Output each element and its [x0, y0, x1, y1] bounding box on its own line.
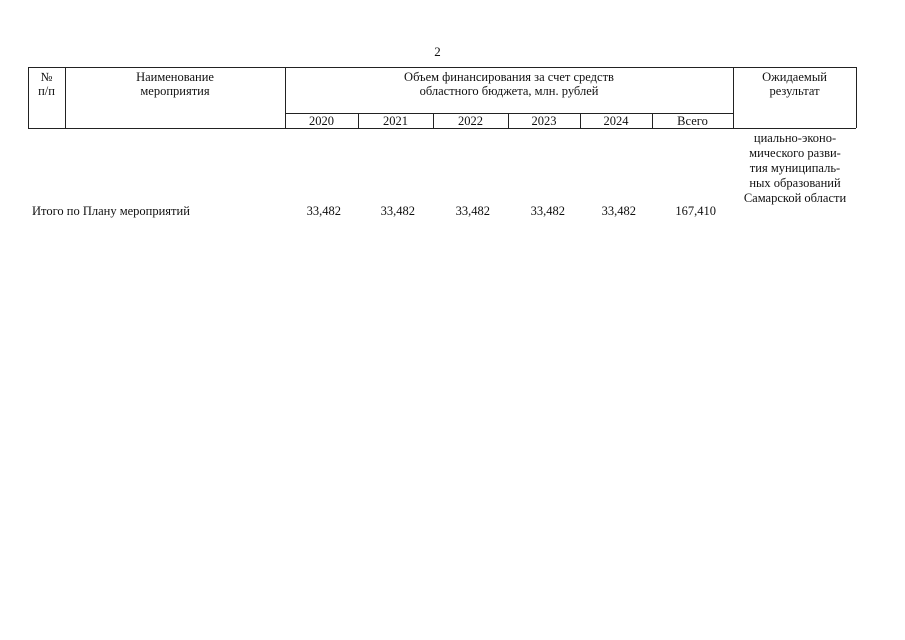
header-top-border: [28, 67, 856, 68]
total-value-2021: 33,482: [380, 204, 415, 218]
col-border-right: [856, 67, 857, 128]
header-result: [733, 70, 856, 98]
header-funding: [285, 70, 733, 98]
header-num-line1: №: [40, 70, 53, 84]
header-name: [65, 70, 285, 98]
header-year-2023: 2023: [531, 114, 557, 128]
header-year-2022: 2022: [458, 114, 483, 128]
header-name-line1: Наименование: [136, 70, 214, 84]
continuation-line: ных образований: [749, 176, 841, 190]
header-funding-line2: областного бюджета, млн. рублей: [419, 84, 599, 98]
header-result-line1: Ожидаемый: [762, 70, 827, 84]
header-year-2020: 2020: [309, 114, 334, 128]
total-value-2024: 33,482: [601, 204, 636, 218]
total-value-2020: 33,482: [306, 204, 341, 218]
header-year-2021: 2021: [383, 114, 408, 128]
total-value-sum: 167,410: [675, 204, 716, 218]
page-number: 2: [434, 44, 441, 59]
header-name-line2: мероприятия: [140, 84, 210, 98]
header-total: Всего: [677, 114, 708, 128]
continuation-line: циально-эконо-: [753, 131, 837, 145]
total-value-2023: 33,482: [530, 204, 565, 218]
header-funding-line1: Объем финансирования за счет средств: [404, 70, 614, 84]
continuation-line: мического разви-: [749, 146, 841, 160]
total-value-2022: 33,482: [455, 204, 490, 218]
total-row-label: Итого по Плану мероприятий: [32, 204, 190, 218]
expected-result-continuation: [735, 131, 855, 206]
continuation-line: тия муниципаль-: [749, 161, 841, 175]
header-year-2024: 2024: [603, 114, 629, 128]
continuation-line: Самарской области: [743, 191, 847, 205]
header-bottom-border: [28, 128, 856, 129]
header-num: [28, 70, 65, 98]
header-result-line2: результат: [769, 84, 820, 98]
header-num-line2: п/п: [38, 84, 55, 98]
